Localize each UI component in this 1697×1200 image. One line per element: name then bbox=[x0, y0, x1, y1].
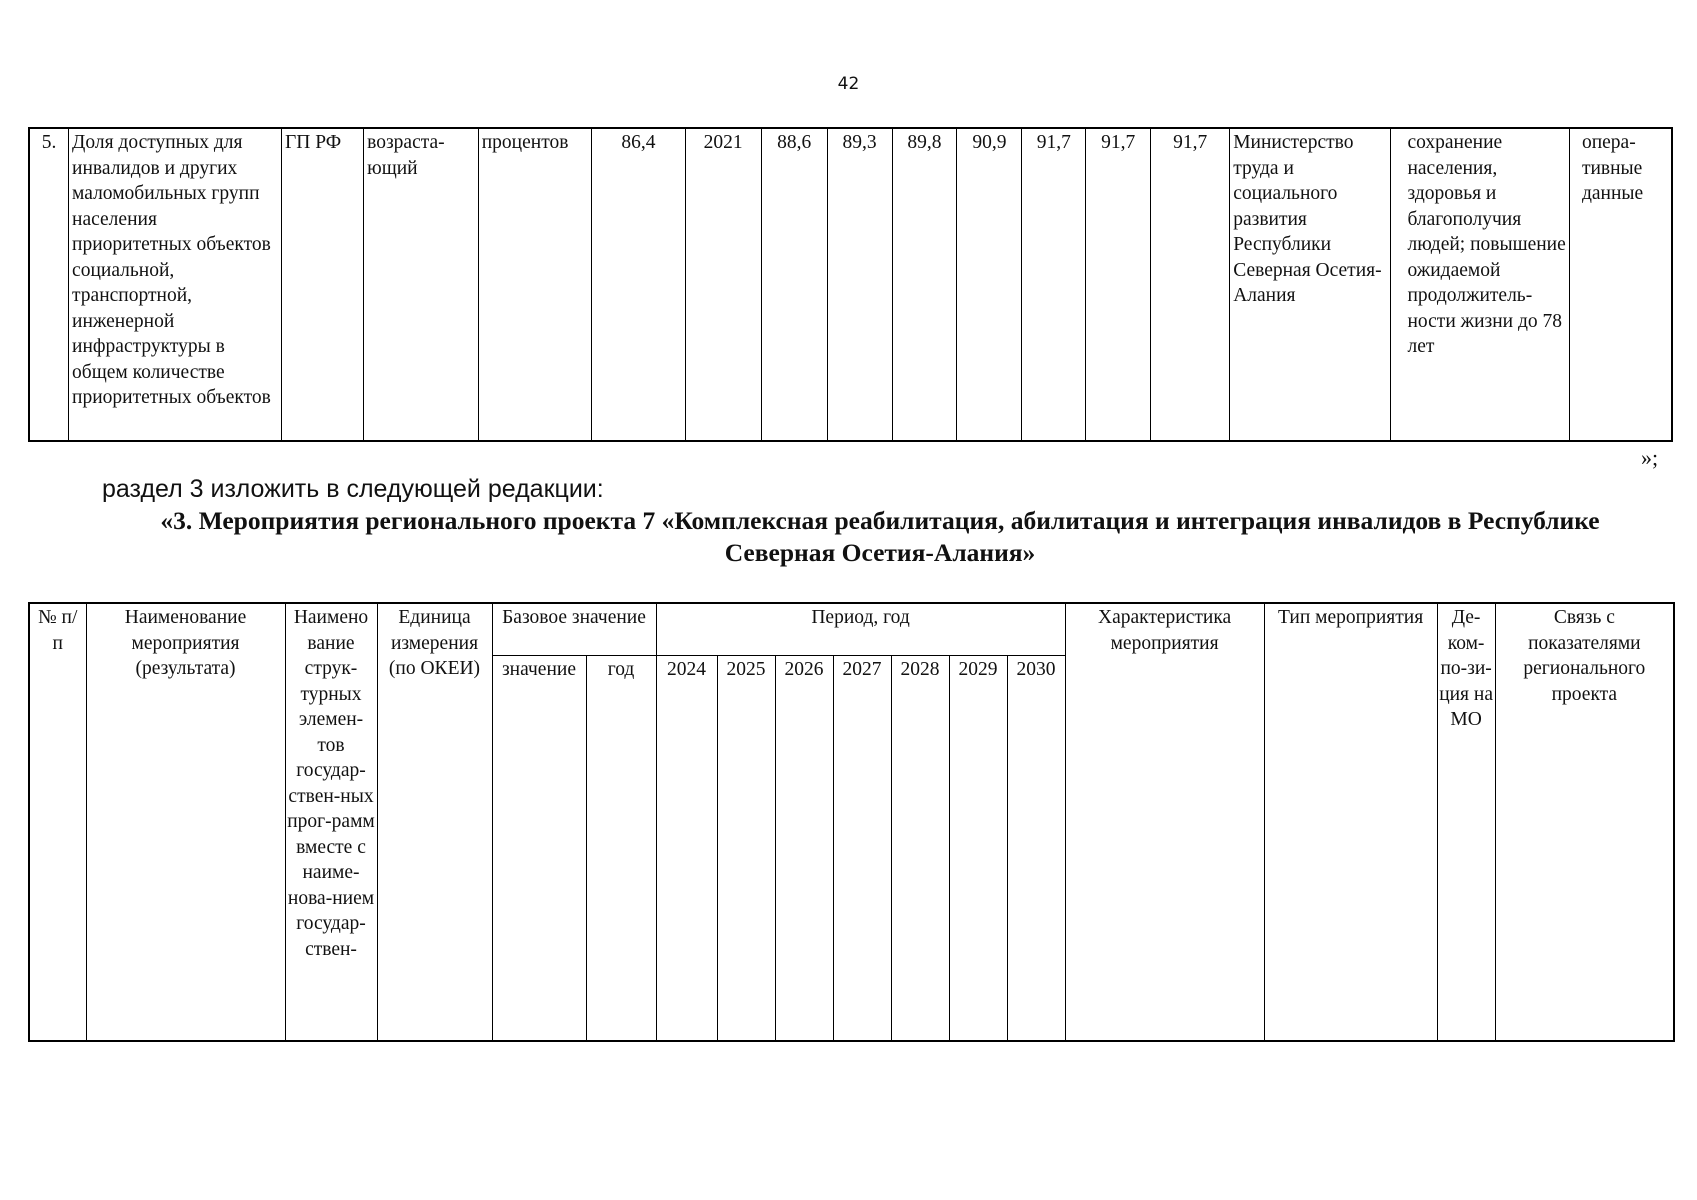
table-row bbox=[29, 128, 1672, 441]
base-year: 2021 bbox=[685, 128, 761, 441]
national-goal: сохранение населения, здоровья и благополучия людей; повышение ожидаемой продолжитель-ности жизни до 78 лет bbox=[1391, 128, 1569, 441]
activities-table bbox=[28, 602, 1675, 1042]
data-source: опера-тивные данные bbox=[1569, 128, 1672, 441]
indicator-name: Доля доступных для инвалидов и других маломобильных групп населения приоритетных объектов социальной, транспортной, инженерной инфраструктуры в общем количестве приоритетных объектов bbox=[69, 128, 282, 441]
header-structural-elements: Наимено вание струк-турных элемен-тов государ-ствен-ных прог-рамм вместе с наиме-нова-нием государ-ствен- bbox=[285, 603, 377, 1041]
header-year: 2028 bbox=[891, 656, 949, 1042]
indicator-unit: процентов bbox=[478, 128, 592, 441]
header-year: 2025 bbox=[717, 656, 775, 1042]
header-name: Наименование мероприятия (результата) bbox=[86, 603, 285, 1041]
value-2025: 89,3 bbox=[827, 128, 892, 441]
value-2028: 91,7 bbox=[1022, 128, 1086, 441]
header-base-year: год bbox=[586, 656, 656, 1042]
header-number: № п/п bbox=[29, 603, 86, 1041]
page-number: 42 bbox=[837, 74, 860, 94]
header-row-1 bbox=[29, 603, 1674, 656]
header-year: 2026 bbox=[775, 656, 833, 1042]
header-base: Базовое значение bbox=[492, 603, 656, 656]
header-year: 2029 bbox=[949, 656, 1007, 1042]
closing-quote: »; bbox=[1641, 445, 1659, 470]
responsible-body: Министерство труда и социального развития Республики Северная Осетия-Алания bbox=[1230, 128, 1391, 441]
header-link: Связь с показателями регионального проекта bbox=[1495, 603, 1674, 1041]
header-year: 2027 bbox=[833, 656, 891, 1042]
section-title: «3. Мероприятия регионального проекта 7 «Комплексная реабилитация, абилитация и интеграция инвалидов в Республике Северная Осетия-Алания» bbox=[160, 506, 1600, 567]
header-year: 2024 bbox=[656, 656, 717, 1042]
base-value: 86,4 bbox=[592, 128, 685, 441]
indicator-table bbox=[28, 127, 1673, 442]
header-characteristic: Характеристика мероприятия bbox=[1065, 603, 1264, 1041]
value-2029: 91,7 bbox=[1086, 128, 1151, 441]
header-year: 2030 bbox=[1007, 656, 1065, 1042]
indicator-level: ГП РФ bbox=[282, 128, 364, 441]
value-2027: 90,9 bbox=[957, 128, 1022, 441]
header-type: Тип мероприятия bbox=[1264, 603, 1437, 1041]
row-number: 5. bbox=[29, 128, 69, 441]
header-decomposition: Де-ком-по-зи-ция на МО bbox=[1437, 603, 1495, 1041]
intro-text: раздел 3 изложить в следующей редакции: bbox=[102, 475, 604, 503]
indicator-trend: возраста-ющий bbox=[364, 128, 479, 441]
header-unit: Единица измерения (по ОКЕИ) bbox=[377, 603, 492, 1041]
value-2026: 89,8 bbox=[892, 128, 957, 441]
header-base-value: значение bbox=[492, 656, 586, 1042]
value-2030: 91,7 bbox=[1151, 128, 1230, 441]
value-2024: 88,6 bbox=[761, 128, 827, 441]
header-period: Период, год bbox=[656, 603, 1065, 656]
